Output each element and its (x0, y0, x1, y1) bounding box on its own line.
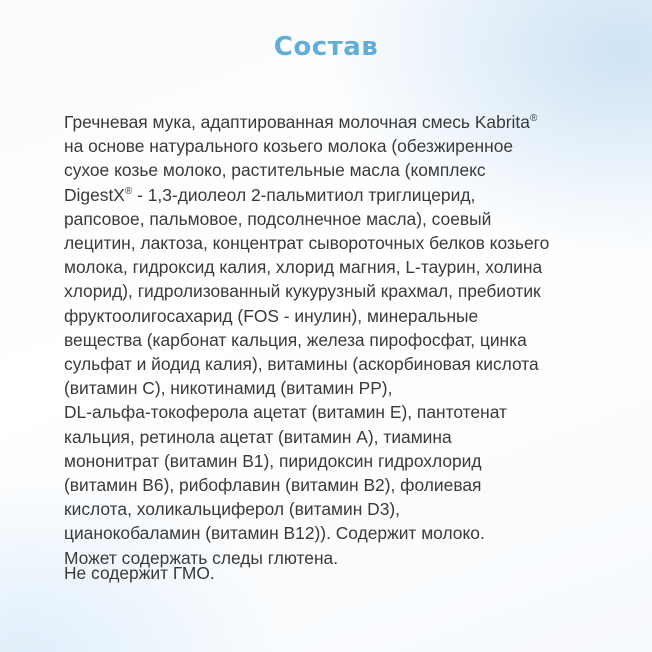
gmo-note: Не содержит ГМО. (64, 563, 215, 583)
composition-line-text: Может содержать следы глютена. (64, 547, 339, 568)
composition-line (64, 425, 624, 449)
composition-line (64, 207, 624, 231)
composition-line (64, 304, 624, 328)
composition-line-text: вещества (карбонат кальция, железа пирофосфат, цинка (64, 329, 527, 350)
registered-mark: ® (124, 185, 133, 197)
composition-line-text: Гречневая мука, адаптированная молочная смесь Kabrita (64, 112, 530, 132)
composition-text (64, 110, 624, 570)
composition-line (64, 376, 624, 400)
composition-line-text: фруктоолигосахарид (FOS - инулин), минеральные (64, 305, 479, 326)
composition-line-text: DigestX (64, 184, 125, 205)
composition-line-text: хлорид), гидролизованный кукурузный крахмал, пребиотик (64, 281, 541, 302)
page-title: Состав (273, 32, 379, 62)
composition-line (64, 255, 624, 279)
composition-line (64, 279, 624, 303)
composition-line (64, 231, 624, 255)
composition-line-text: (витамин В6), рибофлавин (витамин В2), фолиевая (64, 475, 482, 496)
composition-line (64, 328, 624, 352)
composition-line-text: - 1,3-диолеол 2-пальмитиол триглицерид, (132, 184, 476, 205)
composition-line (64, 449, 624, 473)
composition-line-text: (витамин С), никотинамид (витамин PP), (64, 378, 393, 399)
composition-line-text: мононитрат (витамин В1), пиридоксин гидрохлорид (64, 450, 482, 471)
composition-line (64, 183, 624, 207)
composition-line-text: кислота, холикальциферол (витамин D3), (64, 499, 401, 520)
composition-line-text: лецитин, лактоза, концентрат сывороточных белков козьего (64, 233, 550, 254)
composition-line (64, 400, 624, 424)
composition-line-text: DL-альфа-токоферола ацетат (витамин Е), пантотенат (64, 402, 507, 423)
composition-line (64, 497, 624, 521)
composition-line-text: рапсовое, пальмовое, подсолнечное масла), соевый (64, 208, 492, 229)
registered-mark: ® (529, 113, 538, 125)
composition-line (64, 158, 624, 182)
composition-line-text: сухое козье молоко, растительные масла (комплекс (64, 160, 486, 181)
composition-line-text: цианокобаламин (витамин В12)). Содержит молоко. (64, 523, 485, 544)
composition-line-text: молока, гидроксид калия, хлорид магния, L-таурин, холина (64, 257, 543, 278)
composition-line (64, 473, 624, 497)
composition-line (64, 352, 624, 376)
composition-line (64, 110, 624, 134)
composition-line (64, 134, 624, 158)
composition-line-text: на основе натурального козьего молока (обезжиренное (64, 136, 514, 157)
composition-line-text: сульфат и йодид калия), витамины (аскорбиновая кислота (64, 354, 539, 375)
composition-line (64, 521, 624, 545)
composition-line-text: кальция, ретинола ацетат (витамин А), тиамина (64, 426, 452, 447)
